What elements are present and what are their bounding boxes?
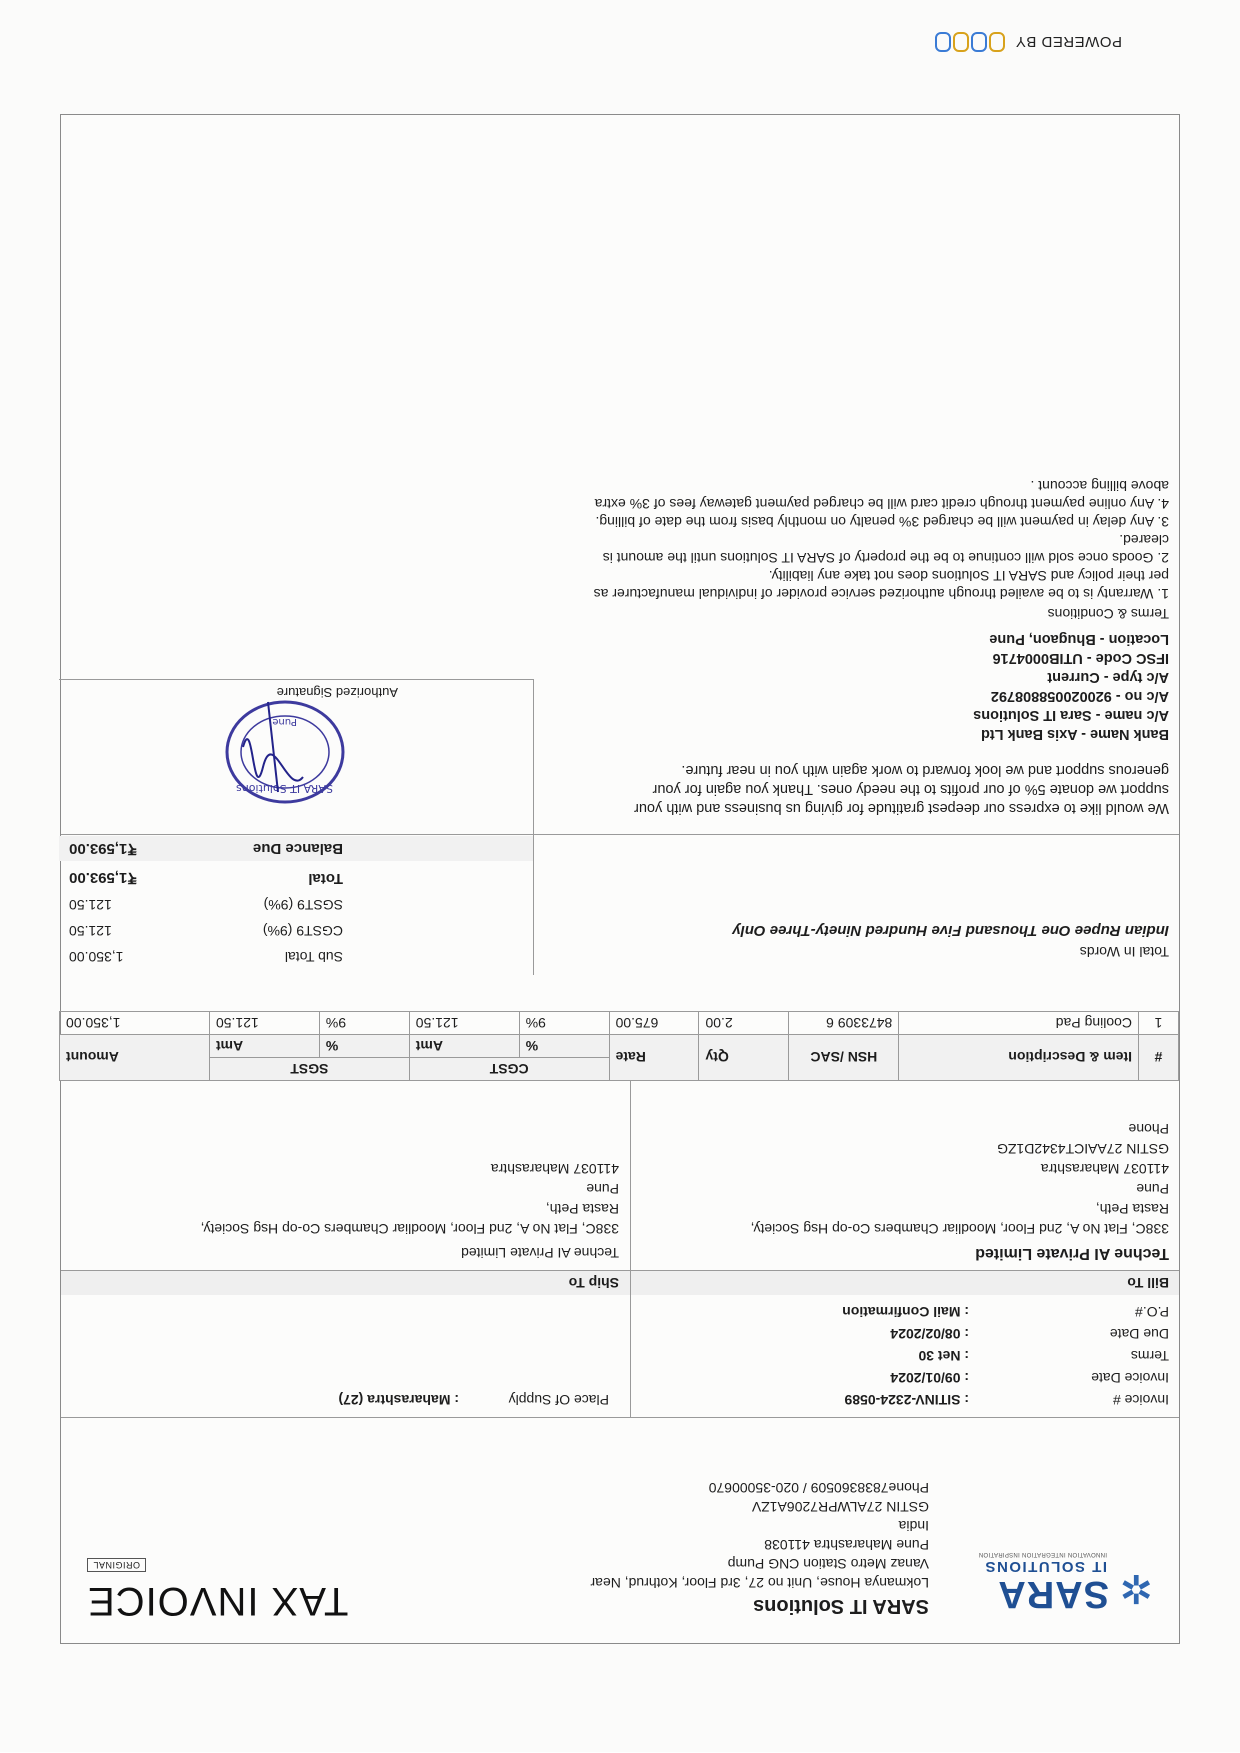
invoice-number-value: : SITINV-2324-0589 — [844, 1392, 969, 1408]
bank-account-name: A/c name - Sara IT Solutions — [973, 707, 1169, 723]
terms-heading: Terms & Conditions — [1047, 606, 1169, 622]
company-details — [409, 1478, 929, 1615]
invoice-number-label: Invoice # — [1112, 1392, 1169, 1408]
bank-account-type: A/c type - Current — [1047, 669, 1169, 685]
bill-to-phone: Phone — [1128, 1121, 1169, 1137]
sub-total-value: 1,350.00 — [69, 949, 124, 965]
logo-subtitle: IT SOLUTIONS — [984, 1558, 1107, 1575]
item-number: 1 — [1139, 1012, 1179, 1035]
bill-to-line: Rasta Peth, — [1095, 1201, 1169, 1217]
bank-details — [973, 629, 1169, 743]
logo-wordmark: SARA — [997, 1573, 1109, 1615]
column-divider — [630, 1271, 631, 1295]
po-label: P.O.# — [1135, 1304, 1169, 1320]
balance-due-label: Balance Due — [252, 840, 343, 857]
place-of-supply-value: : Maharashtra (27) — [338, 1392, 459, 1408]
bank-account-number: A/c no - 920020058808792 — [990, 688, 1169, 704]
totals-box — [59, 835, 534, 975]
item-sgst-amt: 121.50 — [209, 1012, 319, 1035]
sub-total-label: Sub Total — [284, 949, 343, 965]
title-block — [87, 1558, 348, 1623]
sara-logo — [973, 1545, 1153, 1615]
company-address-line: Pune Maharashtra 411038 — [764, 1537, 929, 1553]
item-sgst-pct: 9% — [319, 1012, 409, 1035]
company-address-line: Lokmanya House, Unit no 27, 3rd Floor, Kothrud, Near — [590, 1575, 929, 1591]
authorized-signature-label: Authorized Signature — [276, 685, 398, 700]
invoice-date-label: Invoice Date — [1091, 1370, 1169, 1386]
balance-due-value: ₹1,593.00 — [69, 840, 137, 857]
ship-to-line: Pune — [586, 1181, 619, 1197]
seal-text: SARA IT Solutions — [236, 782, 333, 795]
po-value: : Mail Confirmation — [842, 1304, 969, 1320]
company-phone: Phone7838360509 / 020-35000670 — [708, 1480, 929, 1496]
company-gstin: GSTIN 27ALWPR7206A1ZV — [751, 1499, 929, 1515]
item-cgst-pct: 9% — [519, 1012, 609, 1035]
col-cgst-header: CGST — [409, 1058, 609, 1081]
terms-item: 4. Any online payment through credit card will be charged payment gateway fees of 3% extra above billing account . — [594, 478, 1169, 512]
terms-label: Terms — [1130, 1348, 1169, 1364]
bill-to-line: Pune — [1136, 1181, 1169, 1197]
snowflake-logo-icon: ✲ — [1119, 1566, 1153, 1610]
ship-to-heading: Ship To — [568, 1275, 619, 1291]
item-amount: 1,350.00 — [60, 1012, 210, 1035]
item-cgst-amt: 121.50 — [409, 1012, 519, 1035]
ship-to-address — [71, 1081, 619, 1271]
due-date-label: Due Date — [1109, 1326, 1169, 1342]
company-name: SARA IT Solutions — [753, 1595, 929, 1617]
bank-name: Bank Name - Axis Bank Ltd — [980, 726, 1169, 742]
items-table — [59, 1011, 1179, 1081]
sgst-pct-header: % — [319, 1035, 409, 1058]
document-title: TAX INVOICE — [87, 1579, 349, 1623]
invoice-meta — [61, 1294, 1179, 1418]
sgst-amt-header: Amt — [209, 1035, 319, 1058]
item-rate: 675.00 — [609, 1012, 699, 1035]
terms-value: : Net 30 — [918, 1348, 969, 1364]
grand-total-label: Total — [308, 870, 343, 887]
thank-you-note: We would like to express our deepest gratitude for giving us business and with your support we donate 5% of our profits to the needy ones. Thank you again for your generous support and we look forward to work again with you in near future. — [634, 762, 1169, 816]
col-description-header: Item & Description — [899, 1035, 1139, 1081]
table-header-row — [60, 1058, 1179, 1081]
terms-item: 1. Warranty is to be availed through authorized service provider of individual manufacturer as per their policy and SARA IT Solutions does not take any liability. — [593, 568, 1169, 602]
bill-to-address — [621, 1081, 1169, 1271]
company-address-line: Vanaz Metro Station CNG Pump — [727, 1556, 929, 1572]
bank-ifsc: IFSC Code - UTIB0004716 — [992, 650, 1169, 666]
total-in-words-label: Total In Words — [1079, 944, 1169, 960]
terms-item: 2. Goods once sold will continue to be the property of SARA IT Solutions until the amount is cleared. — [602, 532, 1169, 566]
bill-to-name: Techne AI Private Limited — [975, 1245, 1169, 1262]
powered-by-footer — [935, 32, 1122, 52]
invoice-header — [61, 1417, 1179, 1643]
bill-to-heading: Bill To — [1127, 1275, 1169, 1291]
grand-total-value: ₹1,593.00 — [69, 869, 137, 886]
company-address-line: India — [898, 1518, 929, 1534]
sgst-total-label: SGST9 (9%) — [263, 897, 343, 913]
item-hsn: 8473309 6 — [789, 1012, 899, 1035]
cgst-total-label: CGST9 (9%) — [262, 923, 343, 939]
terms-and-conditions — [589, 477, 1169, 623]
logo-tagline: INNOVATION INTEGRATION INSPIRATION — [978, 1551, 1107, 1557]
zoho-logo-icon — [935, 32, 1005, 52]
item-qty: 2.00 — [699, 1012, 789, 1035]
powered-by-label: POWERED BY — [1015, 33, 1122, 51]
col-number-header: # — [1139, 1035, 1179, 1081]
bill-to-line: 338C, Flat No A, 2nd Floor, Moodliar Chambers Co-op Hsg Society, — [750, 1221, 1169, 1237]
total-in-words — [669, 919, 1169, 963]
original-badge: ORIGINAL — [87, 1558, 146, 1572]
ship-to-line: 411037 Maharashtra — [490, 1161, 619, 1177]
due-date-value: : 08/02/2024 — [890, 1326, 969, 1342]
terms-item: 3. Any delay in payment will be charged 3% penalty on monthly basis from the date of billing. — [595, 514, 1169, 530]
bill-to-gstin: GSTIN 27AAICT4342D1ZG — [997, 1141, 1169, 1157]
col-rate-header: Rate — [609, 1035, 699, 1081]
balance-due-row — [59, 836, 533, 861]
item-description: Cooling Pad — [899, 1012, 1139, 1035]
total-in-words-value: Indian Rupee One Thousand Five Hundred Ninety-Three Only — [732, 922, 1169, 939]
col-sgst-header: SGST — [209, 1058, 409, 1081]
place-of-supply-label: Place Of Supply — [508, 1392, 609, 1408]
bill-to-line: 411037 Maharashtra — [1040, 1161, 1169, 1177]
signature-box — [59, 679, 534, 835]
ship-to-line: 338C, Flat No A, 2nd Floor, Moodliar Chambers Co-op Hsg Society, — [200, 1221, 619, 1237]
sgst-total-value: 121.50 — [69, 897, 112, 913]
cgst-amt-header: Amt — [409, 1035, 519, 1058]
seal-city: Pune — [272, 716, 297, 727]
invoice-date-value: : 09/01/2024 — [890, 1370, 969, 1386]
table-row — [60, 1012, 1179, 1035]
bank-location: Location - Bhugaon, Pune — [989, 631, 1169, 647]
ship-to-name: Techne AI Private Limited — [461, 1245, 619, 1261]
col-qty-header: Qty — [699, 1035, 789, 1081]
totals-section — [61, 834, 1179, 975]
col-amount-header: Amount — [60, 1035, 210, 1081]
col-hsn-header: HSN /SAC — [789, 1035, 899, 1081]
cgst-pct-header: % — [519, 1035, 609, 1058]
cgst-total-value: 121.50 — [69, 923, 112, 939]
bill-ship-header — [61, 1270, 1179, 1295]
address-divider — [630, 1081, 631, 1271]
invoice-meta-left — [630, 1295, 1179, 1418]
invoice-document — [60, 114, 1180, 1644]
ship-to-line: Rasta Peth, — [545, 1201, 619, 1217]
company-seal-icon — [213, 697, 363, 807]
